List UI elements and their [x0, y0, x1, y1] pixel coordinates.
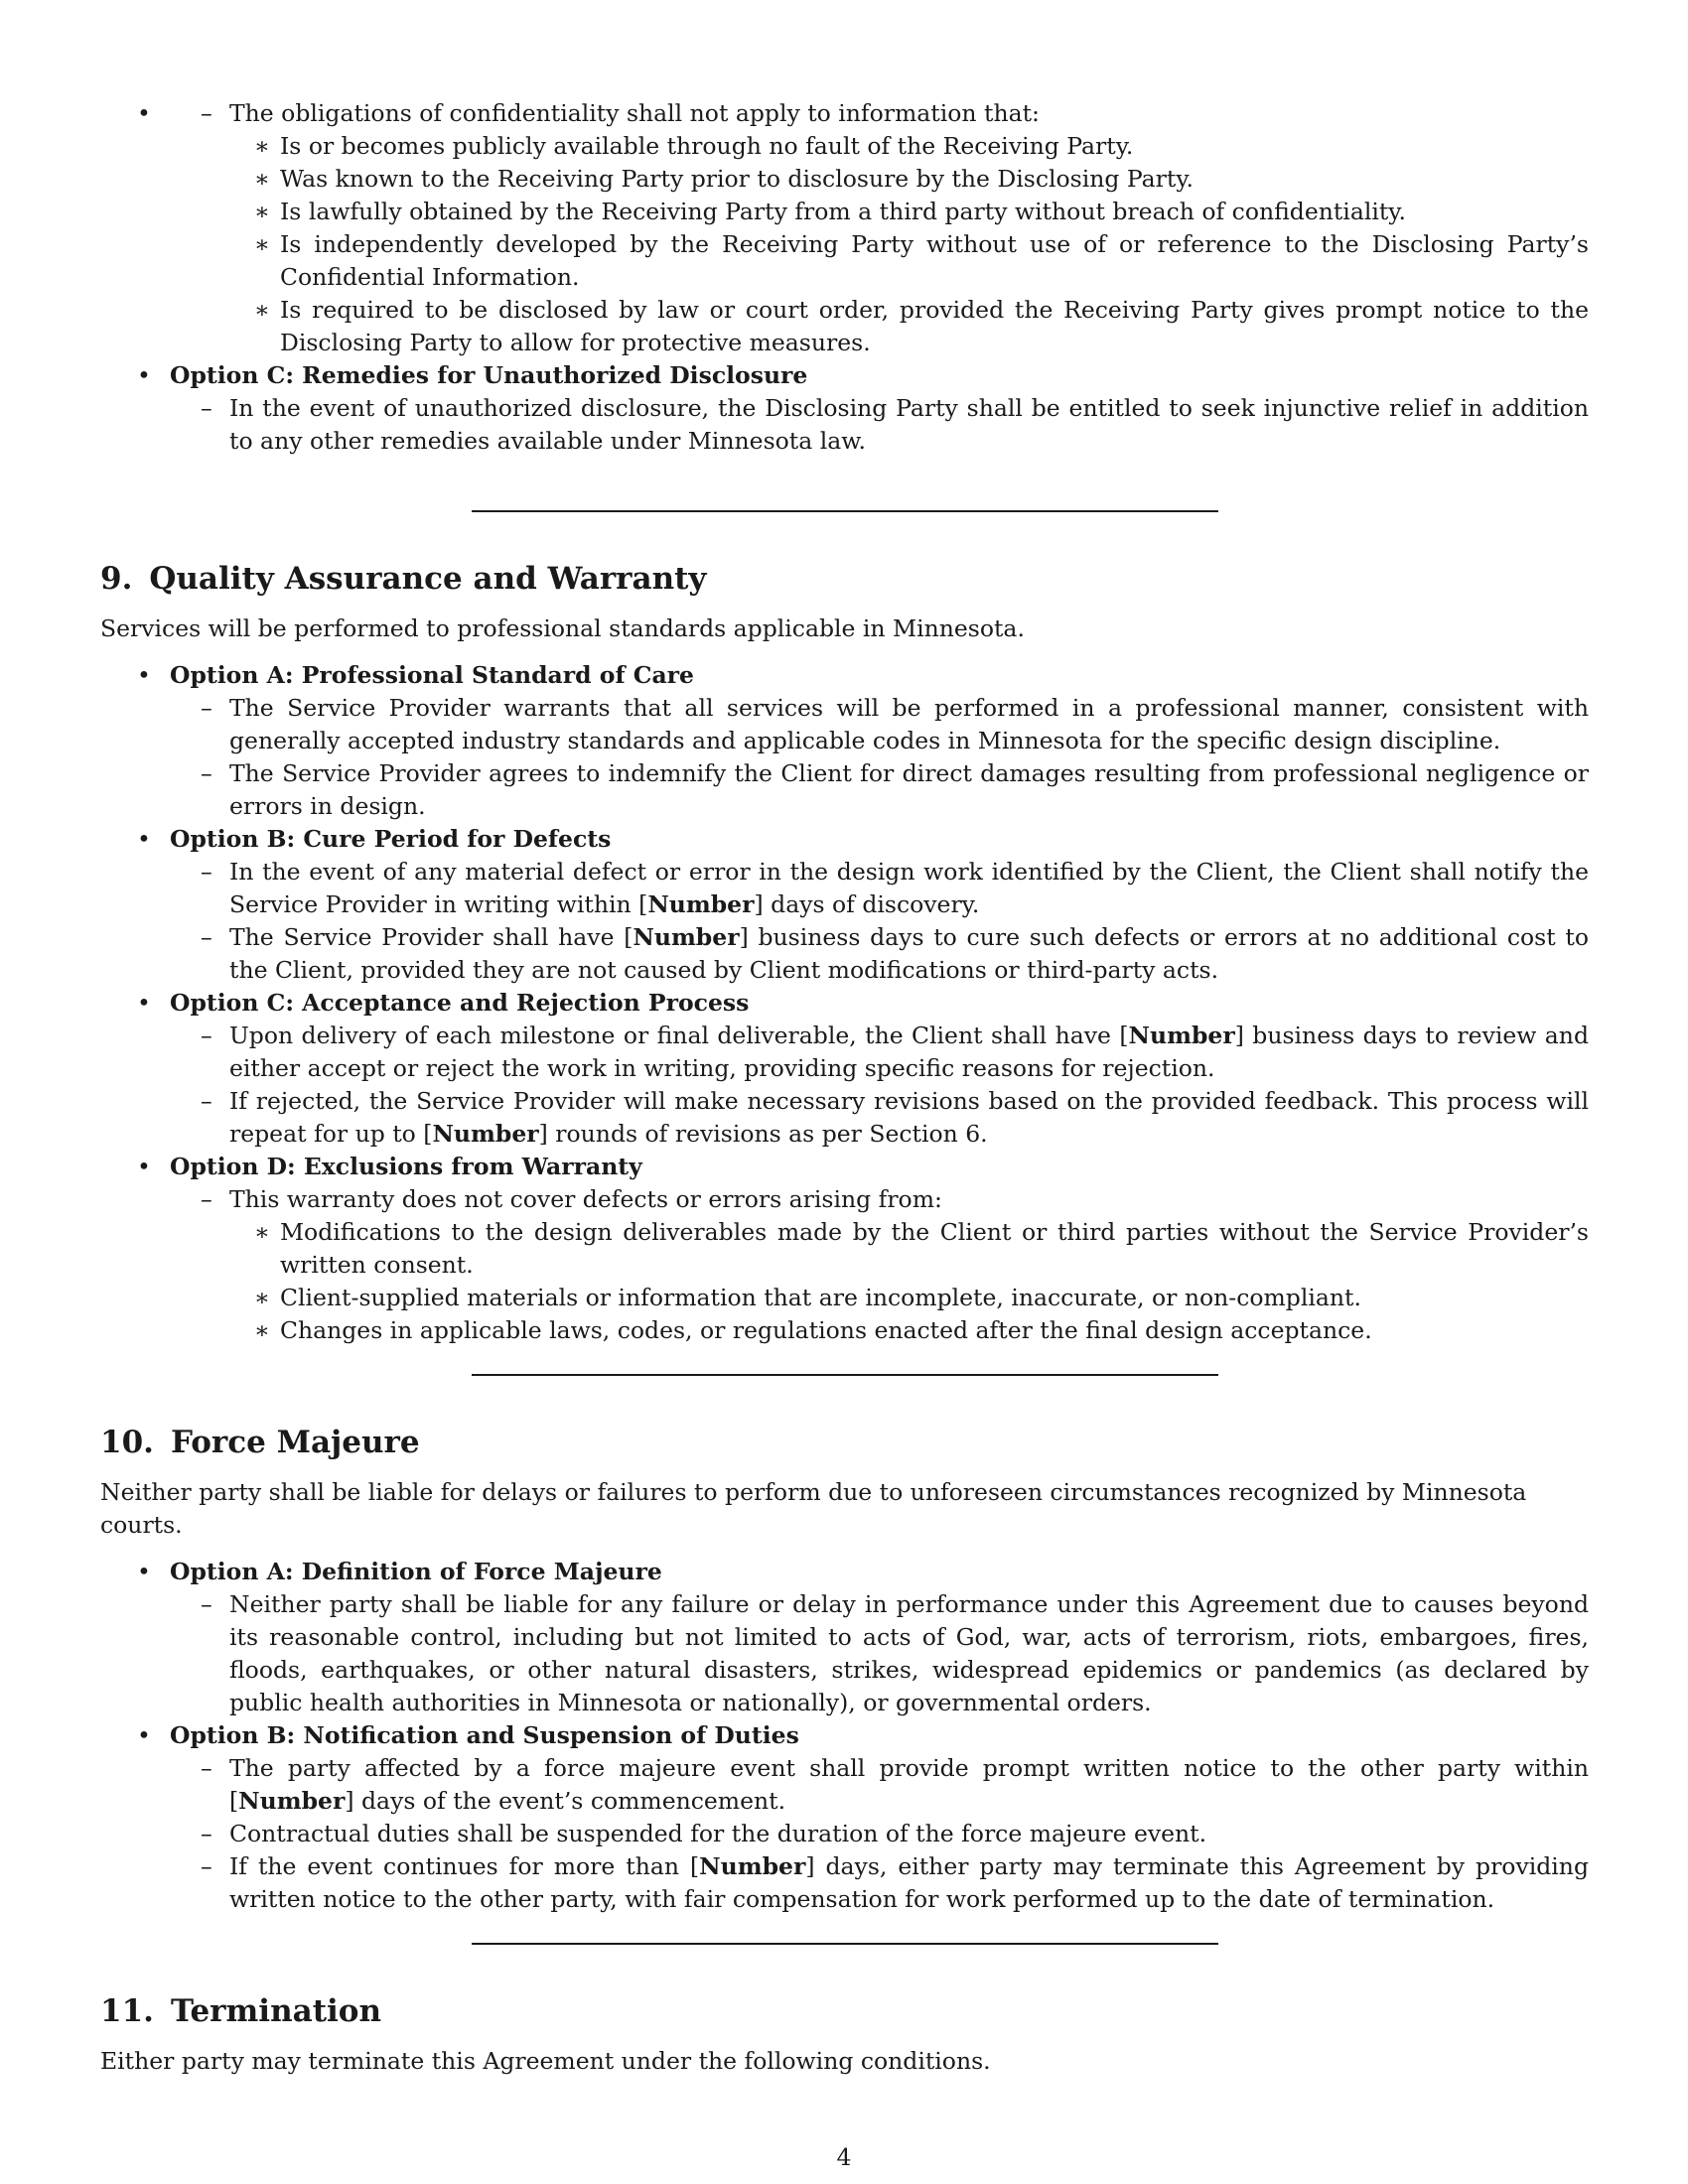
section-9-options: [100, 659, 1589, 1347]
list-item: – Contractual duties shall be suspended for the duration of the force majeure event.: [170, 1818, 1589, 1850]
section-9-option-a: [100, 659, 1589, 823]
option-title: Option C: Remedies for Unauthorized Disclosure: [170, 361, 808, 389]
option-title: Option B: Notification and Suspension of Duties: [170, 1721, 799, 1749]
section-10-heading: 10. Force Majeure: [100, 1425, 420, 1460]
list-item: ∗ Client-supplied materials or information that are incomplete, inaccurate, or non-compliant.: [229, 1282, 1589, 1314]
carryover-option-b-continuation: [100, 97, 1589, 359]
list-item: [170, 97, 1589, 359]
document-page: [100, 97, 1589, 2092]
list-item: – This warranty does not cover defects or errors arising from: ∗ Modifications to the design deliverables made by the Client or third parties without the Service Provider’s written consent. ∗ Client-supplied materials or information that are incomplete, inaccurate, or non-compliant. ∗ Changes in applicable laws, codes, or regulations enacted after the final design acceptance.: [170, 1183, 1589, 1347]
option-title: Option A: Definition of Force Majeure: [170, 1558, 662, 1585]
section-divider: [472, 1374, 1218, 1376]
list-item: ∗ Is independently developed by the Receiving Party without use of or reference to the Disclosing Party’s Confidential Information.: [229, 228, 1589, 294]
section-9-intro: Services will be performed to professional standards applicable in Minnesota.: [100, 614, 1025, 642]
section-divider: [472, 1943, 1218, 1945]
section-9-option-b: [100, 823, 1589, 987]
option-title: Option B: Cure Period for Defects: [170, 825, 612, 853]
section-11-intro: Either party may terminate this Agreement under the following conditions.: [100, 2047, 991, 2075]
section-10-option-b: [100, 1719, 1589, 1916]
list-item: ∗ Is or becomes publicly available through no fault of the Receiving Party.: [229, 130, 1589, 163]
section-9-option-d: [100, 1151, 1589, 1347]
section-11-heading: 11. Termination: [100, 1993, 382, 2029]
number-placeholder: Number: [432, 1120, 539, 1148]
list-item: ∗ Modifications to the design deliverables made by the Client or third parties without the Service Provider’s written consent.: [229, 1216, 1589, 1282]
list-item: – In the event of any material defect or error in the design work identified by the Client, the Client shall notify the Service Provider in writing within [Number] days of discovery.: [170, 856, 1589, 921]
list-item: – If the event continues for more than [Number] days, either party may terminate this Agreement by providing written notice to the other party, with fair compensation for work performed up to the date of termination.: [170, 1850, 1589, 1916]
page-number: 4: [836, 2143, 852, 2171]
list-item: – The Service Provider agrees to indemnify the Client for direct damages resulting from professional negligence or errors in design.: [170, 757, 1589, 823]
list-item: – In the event of unauthorized disclosure, the Disclosing Party shall be entitled to seek injunctive relief in addition to any other remedies available under Minnesota law.: [170, 392, 1589, 458]
number-placeholder: Number: [238, 1787, 346, 1815]
list-item: ∗ Changes in applicable laws, codes, or regulations enacted after the final design acceptance.: [229, 1314, 1589, 1347]
exceptions-lead: The obligations of confidentiality shall not apply to information that:: [229, 99, 1040, 127]
section-10-options: [100, 1556, 1589, 1916]
option-title: Option D: Exclusions from Warranty: [170, 1153, 642, 1180]
list-item: ∗ Was known to the Receiving Party prior to disclosure by the Disclosing Party.: [229, 163, 1589, 196]
carryover-list: [100, 97, 1589, 458]
section-10-option-a: [100, 1556, 1589, 1719]
option-title: Option A: Professional Standard of Care: [170, 661, 695, 689]
list-item: ∗ Is lawfully obtained by the Receiving Party from a third party without breach of confidentiality.: [229, 196, 1589, 228]
list-item: – The Service Provider shall have [Number] business days to cure such defects or errors at no additional cost to the Client, provided they are not caused by Client modifications or third-party acts.: [170, 921, 1589, 987]
list-item: – The Service Provider warrants that all services will be performed in a professional manner, consistent with generally accepted industry standards and applicable codes in Minnesota for the specific design discipline.: [170, 692, 1589, 757]
number-placeholder: Number: [647, 890, 755, 918]
number-placeholder: Number: [1128, 1022, 1235, 1049]
number-placeholder: Number: [633, 923, 740, 951]
section-9-heading: 9. Quality Assurance and Warranty: [100, 561, 707, 597]
list-item: ∗ Is required to be disclosed by law or court order, provided the Receiving Party gives prompt notice to the Disclosing Party to allow for protective measures.: [229, 294, 1589, 359]
list-item: – Upon delivery of each milestone or final deliverable, the Client shall have [Number] business days to review and either accept or reject the work in writing, providing specific reasons for rejection.: [170, 1020, 1589, 1085]
list-item: – If rejected, the Service Provider will make necessary revisions based on the provided feedback. This process will repeat for up to [Number] rounds of revisions as per Section 6.: [170, 1085, 1589, 1151]
number-placeholder: Number: [699, 1852, 806, 1880]
section-9-option-c: [100, 987, 1589, 1151]
option-title: Option C: Acceptance and Rejection Process: [170, 989, 750, 1017]
carryover-option-c: [100, 359, 1589, 458]
list-item: – The party affected by a force majeure event shall provide prompt written notice to the other party within [Number] days of the event’s commencement.: [170, 1752, 1589, 1818]
section-divider: [472, 510, 1218, 512]
section-10-intro: Neither party shall be liable for delays or failures to perform due to unforeseen circumstances recognized by Minnesota courts.: [100, 1478, 1527, 1539]
list-item: – Neither party shall be liable for any failure or delay in performance under this Agreement due to causes beyond its reasonable control, including but not limited to acts of God, war, acts of terrorism, riots, embargoes, fires, floods, earthquakes, or other natural disasters, strikes, widespread epidemics or pandemics (as declared by public health authorities in Minnesota or nationally), or governmental orders.: [170, 1588, 1589, 1719]
